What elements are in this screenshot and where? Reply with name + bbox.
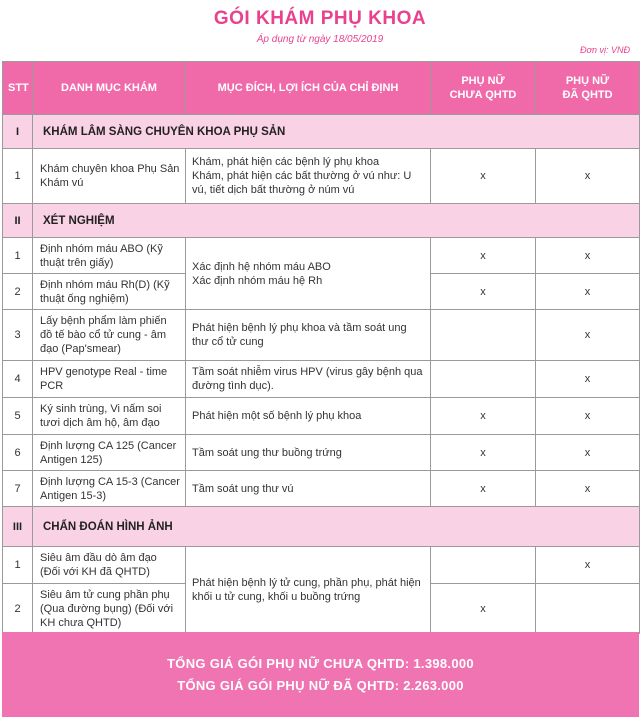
- header-col-a: [431, 62, 536, 115]
- row-stt: 5: [3, 398, 33, 435]
- section-numeral: II: [3, 204, 33, 238]
- row-purpose: Phát hiện bệnh lý phụ khoa và tầm soát ung thư cổ tử cung: [186, 310, 431, 361]
- header-col-a-line1: PHỤ NỮ: [461, 75, 505, 87]
- row-purpose-line2: Khám, phát hiện các bất thường ở vú như: U vú, tiết dịch bất thường ở núm vú: [192, 170, 412, 196]
- row-mark-a: [431, 361, 536, 398]
- row-mark-a: x: [431, 435, 536, 471]
- row-mark-a: x: [431, 238, 536, 274]
- row-name: Định nhóm máu ABO (Kỹ thuật trên giấy): [33, 238, 186, 274]
- row-mark-a: x: [431, 398, 536, 435]
- row-purpose: [186, 149, 431, 204]
- row-mark-a: [431, 547, 536, 584]
- row-mark-b: x: [536, 398, 640, 435]
- row-name: Lấy bệnh phẩm làm phiến đồ tế bào cổ tử cung - âm đạo (Pap'smear): [33, 310, 186, 361]
- total-price-unmarried: TỔNG GIÁ GÓI PHỤ NỮ CHƯA QHTD: 1.398.000: [167, 656, 474, 671]
- row-name-line1: Khám chuyên khoa Phụ Sản: [40, 163, 180, 175]
- row-purpose-line1: Xác định hệ nhóm máu ABO: [192, 260, 331, 273]
- row-name: HPV genotype Real - time PCR: [33, 361, 186, 398]
- row-purpose: Phát hiện một số bệnh lý phụ khoa: [186, 398, 431, 435]
- header-name: DANH MỤC KHÁM: [33, 62, 186, 115]
- row-mark-a: [431, 310, 536, 361]
- header-col-b-line1: PHỤ NỮ: [565, 75, 610, 87]
- row-name: Ký sinh trùng, Vi nấm soi tươi dịch âm hộ, âm đạo: [33, 398, 186, 435]
- row-mark-a: x: [431, 274, 536, 310]
- row-purpose: Tầm soát nhiễm virus HPV (virus gây bệnh qua đường tình dục).: [186, 361, 431, 398]
- row-stt: 6: [3, 435, 33, 471]
- row-mark-b: x: [536, 471, 640, 507]
- service-table: [2, 61, 640, 634]
- row-name: Siêu âm đầu dò âm đạo (Đối với KH đã QHTD): [33, 547, 186, 584]
- row-stt: 1: [3, 547, 33, 584]
- row-mark-b: x: [536, 238, 640, 274]
- section-title: CHẨN ĐOÁN HÌNH ẢNH: [33, 507, 640, 547]
- row-mark-b: x: [536, 435, 640, 471]
- row-stt: 1: [3, 149, 33, 204]
- table-row: [3, 310, 640, 361]
- row-purpose: Phát hiện bệnh lý tử cung, phần phụ, phát hiện khối u tử cung, khối u buồng trứng: [186, 547, 431, 634]
- row-name-line2: Khám vú: [40, 177, 84, 189]
- header-col-a-line2: CHƯA QHTD: [449, 89, 517, 101]
- effective-date: Áp dụng từ ngày 18/05/2019: [256, 34, 384, 45]
- row-purpose-line2: Xác định nhóm máu hệ Rh: [192, 274, 323, 287]
- total-price-married: TỔNG GIÁ GÓI PHỤ NỮ ĐÃ QHTD: 2.263.000: [177, 678, 464, 693]
- table-row: [3, 361, 640, 398]
- row-stt: 4: [3, 361, 33, 398]
- section-title: KHÁM LÂM SÀNG CHUYÊN KHOA PHỤ SẢN: [33, 115, 640, 149]
- row-purpose: Tầm soát ung thư vú: [186, 471, 431, 507]
- header-purpose: MỤC ĐÍCH, LỢI ÍCH CỦA CHỈ ĐỊNH: [186, 62, 431, 115]
- row-stt: 1: [3, 238, 33, 274]
- section-row: [3, 507, 640, 547]
- row-purpose-line1: Khám, phát hiện các bệnh lý phụ khoa: [192, 156, 380, 168]
- row-mark-a: x: [431, 149, 536, 204]
- table-row: [3, 398, 640, 435]
- section-title: XÉT NGHIỆM: [33, 204, 640, 238]
- section-row: [3, 115, 640, 149]
- row-purpose: [186, 238, 431, 310]
- page-title: GÓI KHÁM PHỤ KHOA: [213, 8, 427, 29]
- header-stt: STT: [3, 62, 33, 115]
- table-row: [3, 471, 640, 507]
- table-header-row: [3, 62, 640, 115]
- row-mark-a: x: [431, 584, 536, 634]
- row-name: Định nhóm máu Rh(D) (Kỹ thuật ống nghiệm): [33, 274, 186, 310]
- row-mark-b: [536, 584, 640, 634]
- header-col-b: [536, 62, 640, 115]
- row-name: Định lượng CA 125 (Cancer Antigen 125): [33, 435, 186, 471]
- table-row: [3, 547, 640, 584]
- total-price-panel: [2, 632, 639, 717]
- row-stt: 2: [3, 274, 33, 310]
- row-mark-b: x: [536, 547, 640, 584]
- row-stt: 2: [3, 584, 33, 634]
- row-mark-b: x: [536, 310, 640, 361]
- row-name: [33, 149, 186, 204]
- row-mark-b: x: [536, 149, 640, 204]
- table-row: [3, 435, 640, 471]
- currency-unit: Đơn vị: VNĐ: [580, 45, 630, 55]
- section-row: [3, 204, 640, 238]
- row-mark-b: x: [536, 361, 640, 398]
- row-name: Siêu âm tử cung phần phụ (Qua đường bụng) (Đối với KH chưa QHTD): [33, 584, 186, 634]
- row-stt: 7: [3, 471, 33, 507]
- row-mark-b: x: [536, 274, 640, 310]
- section-numeral: I: [3, 115, 33, 149]
- table-row: [3, 149, 640, 204]
- row-mark-a: x: [431, 471, 536, 507]
- header-col-b-line2: ĐÃ QHTD: [562, 89, 613, 101]
- section-numeral: III: [3, 507, 33, 547]
- row-name: Định lượng CA 15-3 (Cancer Antigen 15-3): [33, 471, 186, 507]
- row-stt: 3: [3, 310, 33, 361]
- row-purpose: Tầm soát ung thư buồng trứng: [186, 435, 431, 471]
- table-row: [3, 238, 640, 274]
